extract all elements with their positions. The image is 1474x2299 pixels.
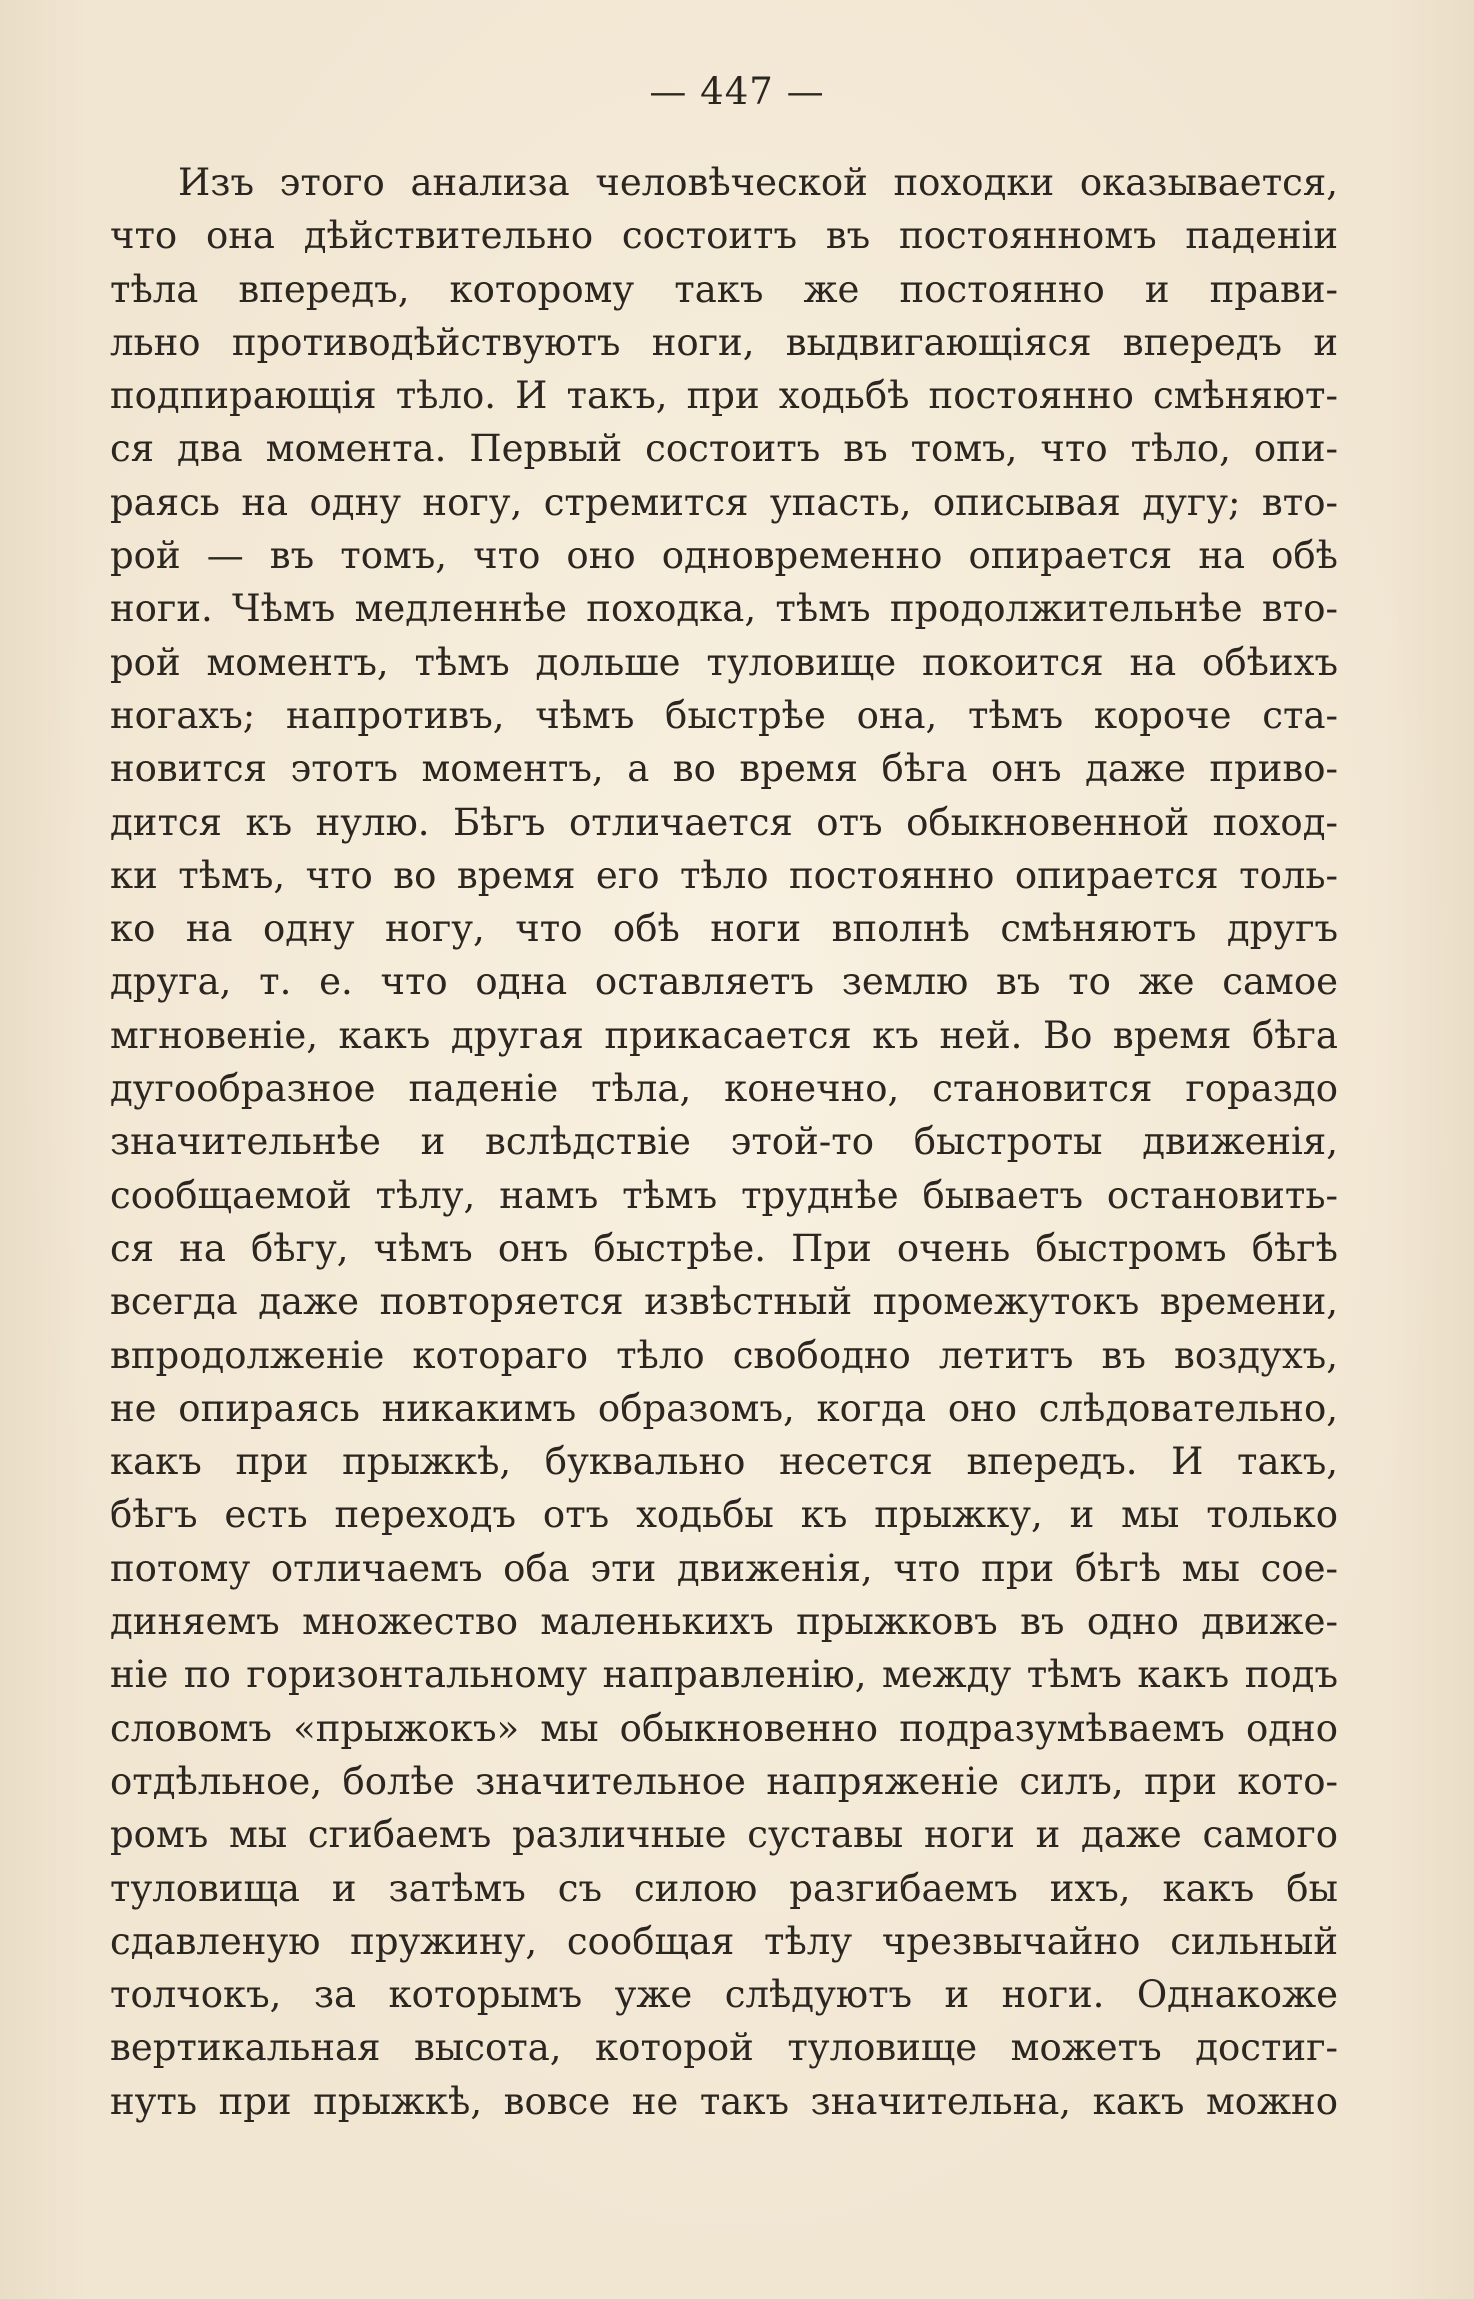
text-line: ки тѣмъ, что во время его тѣло постоянно опирается толь- xyxy=(110,853,1338,897)
body-paragraph xyxy=(110,156,1338,2128)
text-line: дугообразное паденіе тѣла, конечно, становится гораздо xyxy=(110,1067,1338,1111)
text-line: тѣла впередъ, которому такъ же постоянно и прави- xyxy=(110,267,1338,311)
text-line: нуть при прыжкѣ, вовсе не такъ значительна, какъ можно xyxy=(110,2079,1338,2123)
text-line: отдѣльное, болѣе значительное напряженіе силъ, при кото- xyxy=(110,1759,1338,1803)
text-line: не опираясь никакимъ образомъ, когда оно слѣдовательно, xyxy=(110,1386,1338,1430)
text-line: дится къ нулю. Бѣгъ отличается отъ обыкновенной поход- xyxy=(110,800,1338,844)
text-line: рой моментъ, тѣмъ дольше туловище покоится на обѣихъ xyxy=(110,640,1338,684)
text-line: потому отличаемъ оба эти движенія, что при бѣгѣ мы сое- xyxy=(110,1546,1338,1590)
text-line: ромъ мы сгибаемъ различные суставы ноги и даже самого xyxy=(110,1813,1338,1857)
text-line: Изъ этого анализа человѣческой походки оказывается, xyxy=(178,161,1338,204)
text-line: ся на бѣгу, чѣмъ онъ быстрѣе. При очень быстромъ бѣгѣ xyxy=(110,1226,1338,1270)
text-line: что она дѣйствительно состоитъ въ постоянномъ паденіи xyxy=(110,214,1338,258)
text-line: сдавленую пружину, сообщая тѣлу чрезвычайно сильный xyxy=(110,1919,1338,1963)
text-line: впродолженіе котораго тѣло свободно летитъ въ воздухъ, xyxy=(110,1333,1338,1377)
text-line: бѣгъ есть переходъ отъ ходьбы къ прыжку, и мы только xyxy=(110,1493,1338,1537)
text-line: друга, т. е. что одна оставляетъ землю въ то же самое xyxy=(110,960,1338,1004)
text-line: диняемъ множество маленькихъ прыжковъ въ одно движе- xyxy=(110,1600,1338,1644)
text-line: вертикальная высота, которой туловище можетъ достиг- xyxy=(110,2026,1338,2070)
text-line: новится этотъ моментъ, а во время бѣга онъ даже приво- xyxy=(110,747,1338,791)
text-line: ногахъ; напротивъ, чѣмъ быстрѣе она, тѣмъ короче ста- xyxy=(110,693,1338,737)
text-line: льно противодѣйствуютъ ноги, выдвигающіяся впередъ и xyxy=(110,320,1338,364)
text-line: ко на одну ногу, что обѣ ноги вполнѣ смѣняютъ другъ xyxy=(110,907,1338,951)
text-line: ніе по горизонтальному направленію, между тѣмъ какъ подъ xyxy=(110,1653,1338,1697)
text-line: туловища и затѣмъ съ силою разгибаемъ ихъ, какъ бы xyxy=(110,1866,1338,1910)
text-line: рой — въ томъ, что оно одновременно опирается на обѣ xyxy=(110,534,1338,578)
text-line: раясь на одну ногу, стремится упасть, описывая дугу; вто- xyxy=(110,480,1338,524)
text-line: сообщаемой тѣлу, намъ тѣмъ труднѣе бываетъ остановить- xyxy=(110,1173,1338,1217)
text-line: всегда даже повторяется извѣстный промежутокъ времени, xyxy=(110,1280,1338,1324)
text-line: мгновеніе, какъ другая прикасается къ ней. Во время бѣга xyxy=(110,1013,1338,1057)
text-line: словомъ «прыжокъ» мы обыкновенно подразумѣваемъ одно xyxy=(110,1706,1338,1750)
text-line: ся два момента. Первый состоитъ въ томъ, что тѣло, опи- xyxy=(110,427,1338,471)
text-line: значительнѣе и вслѣдствіе этой-то быстроты движенія, xyxy=(110,1120,1338,1164)
page-number: — 447 — xyxy=(649,70,825,113)
text-line: подпирающія тѣло. И такъ, при ходьбѣ постоянно смѣняют- xyxy=(110,374,1338,418)
text-line: какъ при прыжкѣ, буквально несется впередъ. И такъ, xyxy=(110,1440,1338,1484)
text-line: толчокъ, за которымъ уже слѣдуютъ и ноги. Однакоже xyxy=(110,1973,1338,2017)
text-line: ноги. Чѣмъ медленнѣе походка, тѣмъ продолжительнѣе вто- xyxy=(110,587,1338,631)
